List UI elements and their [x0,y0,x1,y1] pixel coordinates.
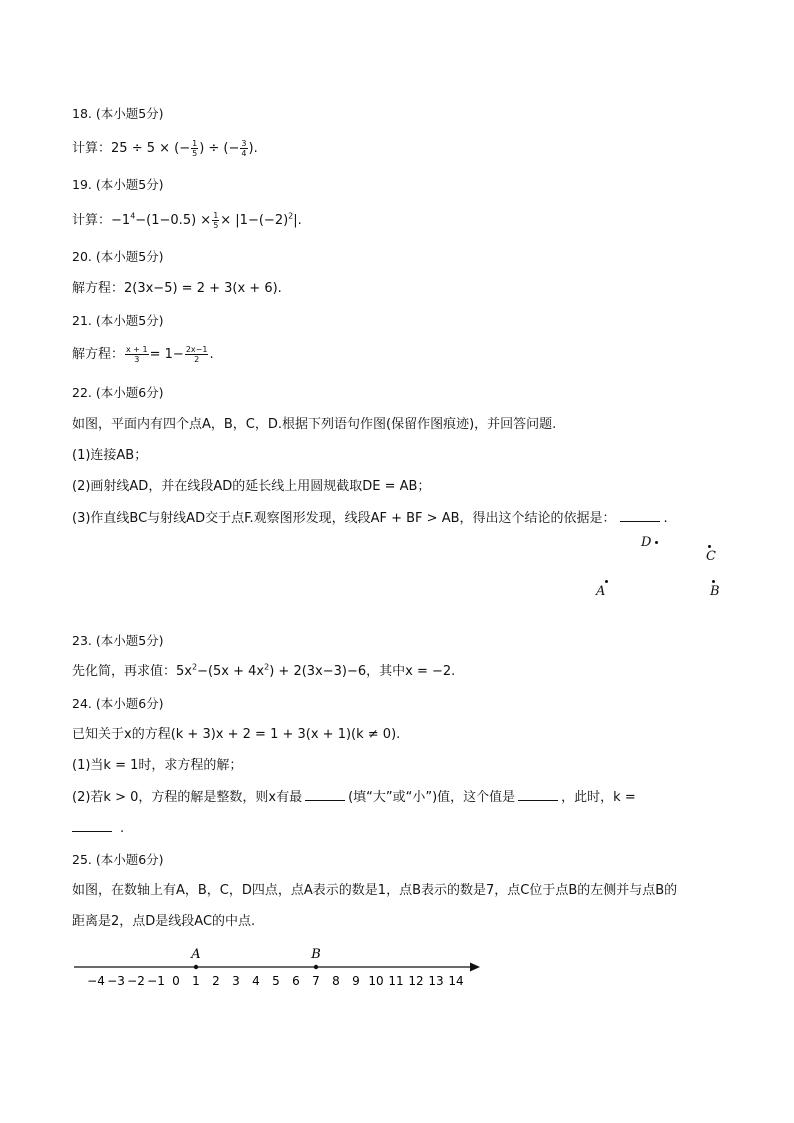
tick-label: 3 [232,974,240,988]
q21-fraction-1 [125,345,149,364]
q18-expr-start: 25 ÷ 5 × (− [111,141,191,156]
number-line-point-B [314,965,318,969]
tick-label: 14 [448,974,464,988]
point-D-dot [655,541,658,544]
tick-label: 7 [312,974,320,988]
number-line [0,940,794,1000]
q18-fraction-2 [240,139,247,158]
number-line-point-A [194,965,198,969]
q18-expr-end: ). [248,141,258,156]
tick-label: 11 [388,974,404,988]
q18-header: 18. (本小题5分) [72,106,164,121]
q22-part-3 [72,509,668,528]
q24-part-2-c: ，此时，k = [561,790,636,805]
point-A-dot [605,580,608,583]
tick-label: 5 [272,974,280,988]
q21-f1-den: 3 [134,355,140,364]
q20-header: 20. (本小题5分) [72,249,164,264]
q22-part-2: (2)画射线AD，并在线段AD的延长线上用圆规截取DE = AB； [72,479,431,494]
tick-label: 0 [172,974,180,988]
tick-label: 10 [368,974,384,988]
q24-blank-value[interactable] [518,788,558,801]
q18-problem [72,139,258,158]
point-D-label: D [641,535,652,550]
q24-part-2-cont [72,819,124,838]
q18-f1-num: 1 [192,139,198,148]
q18-fraction-1 [191,139,198,158]
q21-f2-den: 2 [194,355,200,364]
q18-prefix: 计算： [72,141,112,156]
q21-end: . [209,347,214,362]
number-line-tick-labels [87,974,463,988]
q22-answer-blank[interactable] [620,509,660,522]
q21-mid: = 1− [149,347,184,362]
point-B-dot [712,580,715,583]
q19-prefix: 计算： [72,213,112,228]
q21-f2-num: 2x−1 [185,345,208,354]
q19-f-den: 5 [213,221,219,230]
q23-header: 23. (本小题5分) [72,633,164,648]
q23-exp-a: 2 [191,662,198,672]
q23-exp-b: 2 [264,662,270,672]
q19-b: −(1−0.5) × [135,213,212,228]
q18-f2-den: 4 [241,149,247,158]
q19-c: × |1−(−2) [220,213,289,228]
q24-blank-max-min[interactable] [305,788,345,801]
number-line-label-B: B [311,947,321,962]
q24-intro: 已知关于x的方程(k + 3)x + 2 = 1 + 3(x + 1)(k ≠ 0). [72,727,401,742]
q21-prefix: 解方程： [72,347,125,362]
q23-text-a: 先化简，再求值：5x [72,664,192,679]
q19-problem [72,211,302,230]
tick-label: 1 [192,974,200,988]
q22-intro: 如图，平面内有四个点A，B，C，D.根据下列语句作图(保留作图痕迹)，并回答问题. [72,417,557,432]
q24-header: 24. (本小题6分) [72,696,164,711]
point-B-label: B [710,584,720,599]
point-A-label: A [596,584,606,599]
tick-label: −4 [87,974,105,988]
q20-problem: 解方程：2(3x−5) = 2 + 3(x + 6). [72,281,282,296]
tick-label: −3 [107,974,125,988]
q22-part-3-end: . [663,511,668,526]
q18-f1-den: 5 [192,149,198,158]
tick-label: 9 [352,974,360,988]
q23-text-c: ) + 2(3x−3)−6，其中x = −2. [269,664,456,679]
q21-f1-num: x + 1 [126,345,148,354]
point-C-label: C [706,549,716,564]
q19-f-num: 1 [213,211,219,220]
q23-problem [72,663,455,681]
q19-d: |. [293,213,302,228]
q19-header: 19. (本小题5分) [72,177,164,192]
q22-header: 22. (本小题6分) [72,385,164,400]
q19-a: −1 [111,213,131,228]
q24-part-1: (1)当k = 1时，求方程的解； [72,758,243,773]
q24-part-2-a: (2)若k > 0，方程的解是整数，则x有最 [72,790,303,805]
q21-header: 21. (本小题5分) [72,313,164,328]
tick-label: 4 [252,974,260,988]
q18-f2-num: 3 [241,139,247,148]
q19-exp2: 2 [288,211,294,221]
q22-part-3-text: (3)作直线BC与射线AD交于点F.观察图形发现，线段AF + BF > AB，得出这个结论的依据是： [72,511,616,526]
q19-exp1: 4 [130,211,136,221]
tick-label: −1 [147,974,165,988]
q22-part-1: (1)连接AB； [72,448,148,463]
tick-label: 6 [292,974,300,988]
tick-label: 2 [212,974,220,988]
q19-fraction [212,211,219,230]
q25-line-1: 如图，在数轴上有A，B，C，D四点，点A表示的数是1，点B表示的数是7，点C位于点B的左侧并与点B的 [72,883,678,898]
q18-expr-mid: ) ÷ (− [199,141,240,156]
number-line-label-A: A [191,947,201,962]
q24-part-2-end: . [120,821,125,836]
q24-blank-k[interactable] [72,819,112,832]
tick-label: 8 [332,974,340,988]
number-line-arrow-icon [470,963,480,972]
tick-label: −2 [127,974,145,988]
q25-header: 25. (本小题6分) [72,852,164,867]
q24-part-2 [72,788,636,807]
q21-fraction-2 [185,345,209,364]
q21-problem [72,345,214,364]
tick-label: 13 [428,974,444,988]
q25-line-2: 距离是2，点D是线段AC的中点. [72,914,256,929]
q24-part-2-b: (填“大”或“小”)值，这个值是 [348,790,516,805]
point-C-dot [708,545,711,548]
q23-text-b: −(5x + 4x [197,664,265,679]
tick-label: 12 [408,974,424,988]
